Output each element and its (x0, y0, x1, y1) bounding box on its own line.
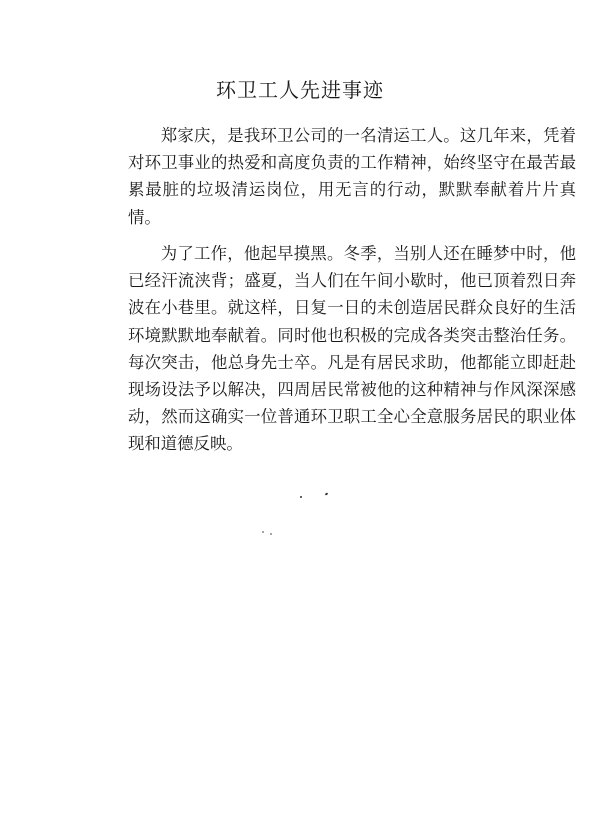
document-title: 环卫工人先进事迹 (216, 78, 384, 102)
paragraph-2: 为了工作，他起早摸黑。冬季，当别人还在睡梦中时，他已经汗流浃背；盛夏，当人们在午间小歇时，他已顶着烈日奔波在小巷里。就这样，日复一日的未创造居民群众良好的生活环境默默地奉献着。同时他也积极的完成各类突击整治任务。每次突击，他总身先士卒。凡是有居民求助，他都能立即赶赴现场设法予以解决，四周居民常被他的这种精神与作风深深感动，然而这确实一位普通环卫职工全心全意服务居民的职业体现和道德反映。 (128, 244, 576, 454)
scan-speck (325, 492, 329, 495)
scan-speck (300, 496, 302, 498)
scan-speck (270, 533, 272, 535)
paragraph-1: 郑家庆，是我环卫公司的一名清运工人。这几年来，凭着对环卫事业的热爱和高度负责的工作精神，始终坚守在最苦最累最脏的垃圾清运岗位，用无言的行动，默默奉献着片片真情。 (128, 126, 576, 227)
scan-speck (262, 531, 264, 533)
